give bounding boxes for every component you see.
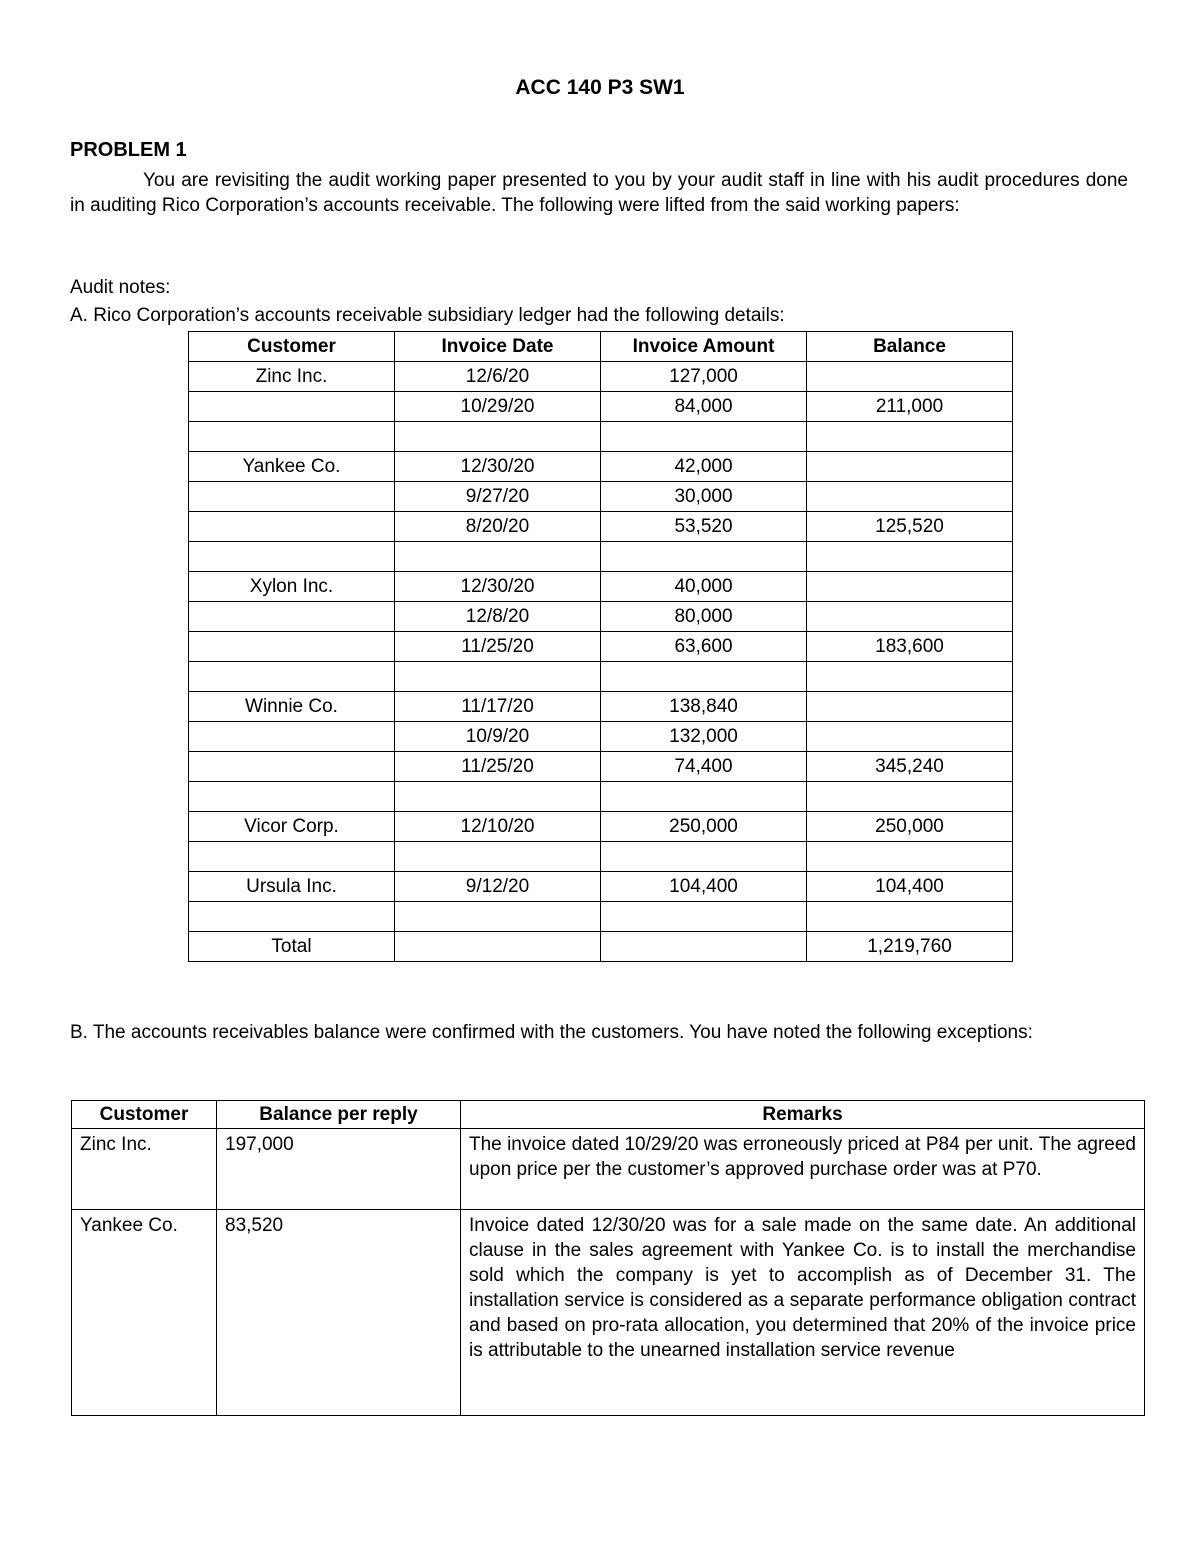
ledger-cell-invoice-date: 11/17/20: [395, 692, 601, 722]
ledger-row: [189, 872, 1013, 902]
ledger-cell-invoice-amount: 30,000: [601, 482, 807, 512]
ledger-cell-balance: [807, 662, 1013, 692]
ledger-cell-invoice-amount: 127,000: [601, 362, 807, 392]
ledger-cell-invoice-amount: 138,840: [601, 692, 807, 722]
ledger-body: [189, 362, 1013, 962]
ledger-cell-customer: [189, 752, 395, 782]
ledger-row: [189, 482, 1013, 512]
ledger-cell-balance: 250,000: [807, 812, 1013, 842]
ledger-row: [189, 722, 1013, 752]
ledger-cell-customer: [189, 662, 395, 692]
ledger-row: [189, 422, 1013, 452]
ledger-cell-customer: Vicor Corp.: [189, 812, 395, 842]
ledger-cell-invoice-date: 12/10/20: [395, 812, 601, 842]
ledger-cell-customer: [189, 842, 395, 872]
ledger-cell-invoice-amount: 42,000: [601, 452, 807, 482]
ledger-header-balance: Balance: [807, 332, 1013, 362]
exception-row: [72, 1129, 1145, 1210]
ledger-table: [188, 331, 1013, 962]
ledger-header-row: [189, 332, 1013, 362]
exceptions-table: [71, 1100, 1145, 1416]
ledger-cell-invoice-date: 12/30/20: [395, 452, 601, 482]
ledger-cell-balance: 1,219,760: [807, 932, 1013, 962]
ledger-cell-invoice-amount: [601, 542, 807, 572]
ledger-cell-invoice-amount: [601, 422, 807, 452]
exceptions-header-balance: Balance per reply: [217, 1101, 461, 1129]
ledger-cell-invoice-date: [395, 662, 601, 692]
ledger-cell-balance: [807, 782, 1013, 812]
ledger-cell-balance: [807, 422, 1013, 452]
ledger-cell-customer: [189, 422, 395, 452]
ledger-cell-balance: 183,600: [807, 632, 1013, 662]
ledger-cell-balance: 211,000: [807, 392, 1013, 422]
ledger-row: [189, 542, 1013, 572]
ledger-header-invoice-amount: Invoice Amount: [601, 332, 807, 362]
ledger-cell-customer: [189, 482, 395, 512]
ledger-row: [189, 842, 1013, 872]
ledger-cell-invoice-date: [395, 782, 601, 812]
ledger-cell-invoice-date: 12/8/20: [395, 602, 601, 632]
ledger-cell-invoice-amount: 63,600: [601, 632, 807, 662]
exceptions-header-customer: Customer: [72, 1101, 217, 1129]
exception-remarks: Invoice dated 12/30/20 was for a sale made on the same date. An additional clause in the sales agreement with Yankee Co. is to install the merchandise sold which the company is yet to accomplish as of December 31. The installation service is considered as a separate performance obligation contract and based on pro-rata allocation, you determined that 20% of the invoice price is attributable to the unearned installation service revenue: [461, 1210, 1145, 1416]
ledger-cell-customer: [189, 602, 395, 632]
ledger-cell-balance: [807, 602, 1013, 632]
exception-customer: Zinc Inc.: [72, 1129, 217, 1210]
ledger-cell-balance: 345,240: [807, 752, 1013, 782]
ledger-row: [189, 572, 1013, 602]
exception-remarks: The invoice dated 10/29/20 was erroneously priced at P84 per unit. The agreed upon price per the customer’s approved purchase order was at P70.: [461, 1129, 1145, 1210]
ledger-cell-balance: [807, 452, 1013, 482]
ledger-cell-invoice-date: 11/25/20: [395, 632, 601, 662]
ledger-cell-invoice-amount: [601, 782, 807, 812]
exception-customer: Yankee Co.: [72, 1210, 217, 1416]
ledger-cell-invoice-date: 10/29/20: [395, 392, 601, 422]
ledger-cell-invoice-date: 12/6/20: [395, 362, 601, 392]
ledger-cell-invoice-amount: 84,000: [601, 392, 807, 422]
ledger-row: [189, 632, 1013, 662]
ledger-cell-invoice-amount: [601, 932, 807, 962]
ledger-cell-invoice-amount: 80,000: [601, 602, 807, 632]
ledger-cell-invoice-date: 10/9/20: [395, 722, 601, 752]
ledger-cell-customer: Yankee Co.: [189, 452, 395, 482]
exception-row: [72, 1210, 1145, 1416]
ledger-row: [189, 512, 1013, 542]
ledger-cell-invoice-date: 9/12/20: [395, 872, 601, 902]
ledger-cell-invoice-amount: [601, 842, 807, 872]
ledger-cell-balance: [807, 692, 1013, 722]
ledger-cell-balance: [807, 572, 1013, 602]
ledger-row: [189, 752, 1013, 782]
ledger-cell-balance: [807, 542, 1013, 572]
ledger-cell-customer: [189, 392, 395, 422]
ledger-cell-invoice-date: [395, 932, 601, 962]
ledger-row: [189, 452, 1013, 482]
exception-balance: 83,520: [217, 1210, 461, 1416]
ledger-row: [189, 782, 1013, 812]
ledger-row: [189, 692, 1013, 722]
ledger-cell-invoice-date: 12/30/20: [395, 572, 601, 602]
ledger-cell-invoice-date: 9/27/20: [395, 482, 601, 512]
exceptions-header-remarks: Remarks: [461, 1101, 1145, 1129]
ledger-header-invoice-date: Invoice Date: [395, 332, 601, 362]
ledger-row: [189, 902, 1013, 932]
ledger-cell-customer: Xylon Inc.: [189, 572, 395, 602]
ledger-row: [189, 812, 1013, 842]
ledger-cell-invoice-date: [395, 422, 601, 452]
ledger-cell-invoice-date: 11/25/20: [395, 752, 601, 782]
ledger-cell-customer: Total: [189, 932, 395, 962]
ledger-cell-customer: Zinc Inc.: [189, 362, 395, 392]
ledger-cell-balance: [807, 362, 1013, 392]
ledger-cell-customer: Ursula Inc.: [189, 872, 395, 902]
ledger-cell-invoice-amount: 40,000: [601, 572, 807, 602]
ledger-cell-invoice-amount: [601, 902, 807, 932]
ledger-cell-customer: [189, 542, 395, 572]
ledger-row: [189, 392, 1013, 422]
ledger-cell-customer: [189, 512, 395, 542]
ledger-cell-invoice-date: [395, 842, 601, 872]
ledger-cell-invoice-date: 8/20/20: [395, 512, 601, 542]
ledger-cell-balance: [807, 842, 1013, 872]
ledger-cell-customer: [189, 902, 395, 932]
ledger-cell-invoice-amount: [601, 662, 807, 692]
problem-heading: PROBLEM 1: [70, 139, 187, 161]
ledger-cell-invoice-amount: 250,000: [601, 812, 807, 842]
ledger-cell-balance: [807, 722, 1013, 752]
ledger-cell-invoice-amount: 104,400: [601, 872, 807, 902]
ledger-row: [189, 662, 1013, 692]
ledger-cell-customer: Winnie Co.: [189, 692, 395, 722]
ledger-cell-invoice-date: [395, 902, 601, 932]
page-title: ACC 140 P3 SW1: [515, 76, 685, 99]
note-a: A. Rico Corporation’s accounts receivable subsidiary ledger had the following details:: [70, 305, 785, 326]
intro-paragraph: You are revisiting the audit working paper presented to you by your audit staff in line with his audit procedures done in auditing Rico Corporation’s accounts receivable. The following were lifted from the said working papers:: [70, 170, 1128, 216]
exceptions-header-row: [72, 1101, 1145, 1129]
ledger-cell-customer: [189, 722, 395, 752]
ledger-cell-customer: [189, 632, 395, 662]
ledger-cell-balance: [807, 482, 1013, 512]
ledger-cell-balance: [807, 902, 1013, 932]
ledger-row: [189, 362, 1013, 392]
audit-notes-label: Audit notes:: [70, 277, 171, 298]
ledger-row: [189, 602, 1013, 632]
ledger-cell-invoice-amount: 132,000: [601, 722, 807, 752]
ledger-header-customer: Customer: [189, 332, 395, 362]
ledger-cell-invoice-amount: 74,400: [601, 752, 807, 782]
ledger-row: [189, 932, 1013, 962]
note-b: B. The accounts receivables balance were confirmed with the customers. You have noted the following exceptions:: [70, 1022, 1033, 1043]
ledger-cell-balance: 104,400: [807, 872, 1013, 902]
ledger-cell-balance: 125,520: [807, 512, 1013, 542]
ledger-cell-invoice-date: [395, 542, 601, 572]
exception-balance: 197,000: [217, 1129, 461, 1210]
ledger-cell-customer: [189, 782, 395, 812]
ledger-cell-invoice-amount: 53,520: [601, 512, 807, 542]
